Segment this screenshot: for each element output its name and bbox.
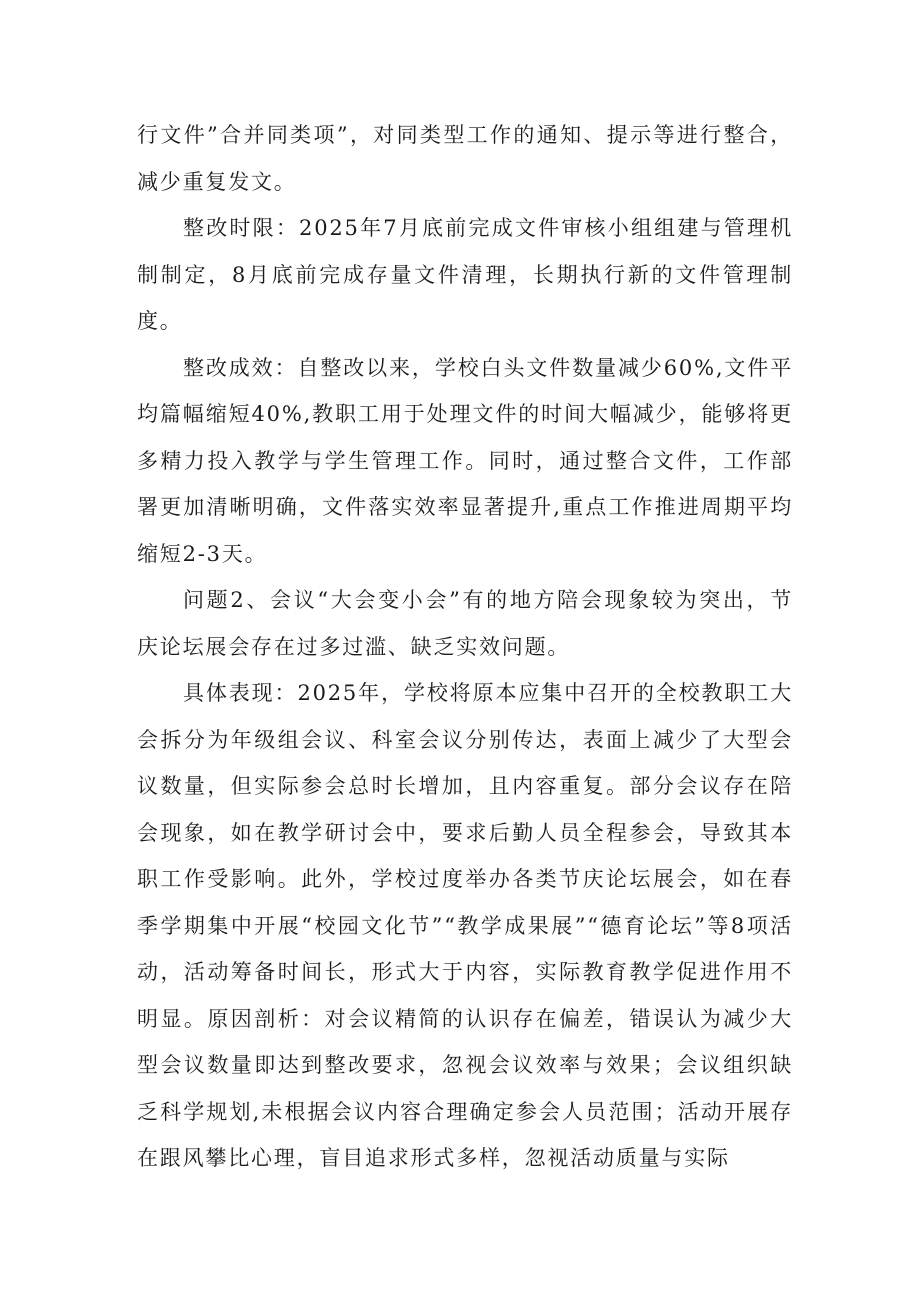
paragraph-file-merge: 行文件”合并同类项”，对同类型工作的通知、提示等进行整合，减少重复发文。 — [137, 123, 793, 194]
paragraph-rectification-deadline: 整改时限：2025年7月底前完成文件审核小组组建与管理机制制定，8月底前完成存量文件清理，长期执行新的文件管理制度。 — [137, 216, 793, 333]
paragraph-specific-manifestation: 具体表现：2025年，学校将原本应集中召开的全校教职工大会拆分为年级组会议、科室会议分别传达，表面上减少了大型会议数量，但实际参会总时长增加，且内容重复。部分会议存在陪会现象，如在教学研讨会中，要求后勤人员全程参会，导致其本职工作受影响。此外，学校过度举办各类节庆论坛展会，如在春季学期集中开展“校园文化节”“教学成果展”“德育论坛”等8项活动，活动筹备时间长，形式大于内容，实际教育教学促进作用不明显。原因剖析：对会议精简的认识存在偏差，错误认为减少大型会议数量即达到整改要求，忽视会议效率与效果；会议组织缺乏科学规划,未根据会议内容合理确定参会人员范围；活动开展存在跟风攀比心理，盲目追求形式多样，忽视活动质量与实际 — [137, 681, 793, 1170]
document-body — [137, 112, 793, 1182]
paragraph-problem-2: 问题2、会议“大会变小会”有的地方陪会现象较为突出，节庆论坛展会存在过多过滥、缺乏实效问题。 — [137, 588, 793, 659]
paragraph-rectification-results: 整改成效：自整改以来，学校白头文件数量减少60%,文件平均篇幅缩短40%,教职工用于处理文件的时间大幅减少，能够将更多精力投入教学与学生管理工作。同时，通过整合文件，工作部署更加清晰明确，文件落实效率显著提升,重点工作推进周期平均缩短2-3天。 — [137, 355, 793, 566]
